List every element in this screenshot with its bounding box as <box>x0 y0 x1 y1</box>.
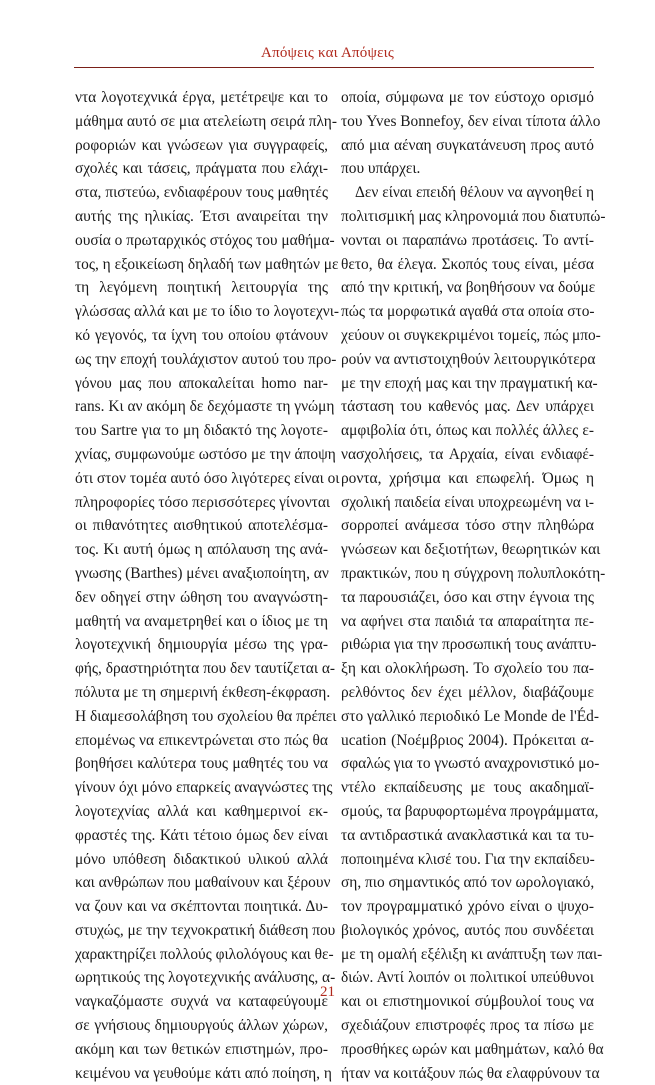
text-line: επομένως να επικεντρώνεται στο πώς θα <box>75 731 328 749</box>
text-line: χνίας, συμφωνούμε ωστόσο με την άποψη <box>75 445 336 463</box>
text-line: χαρακτηρίζει πολλούς φιλολόγους και θε- <box>75 945 334 963</box>
text-line: ση, πιο σημαντικός από τον ωρολογιακό, <box>341 874 595 892</box>
text-line: λογοτεχνίας αλλά και καθημερινοί εκ- <box>75 802 328 820</box>
text-line: αμφιβολία ότι, όπως και πολλές άλλες ε- <box>341 422 594 440</box>
text-line: γνωσης (Barthes) μένει αναξιοποίητη, αν <box>75 564 329 582</box>
text-line: ως την εποχή τουλάχιστον αυτού του προ- <box>75 350 337 368</box>
text-line: ροφοριών και γνώσεων για συγγραφείς, <box>75 136 328 154</box>
text-line: ήταν να κοιτάξουν πώς θα ελαφρύνουν τα <box>341 1064 600 1082</box>
running-head: Απόψεις και Απόψεις <box>261 45 394 61</box>
text-line: γνώσεων και δεξιοτήτων, θεωρητικών και <box>341 541 601 559</box>
text-line: σχεδιάζουν επιστροφές προς τα πίσω με <box>341 1017 594 1035</box>
text-line: να αφήνει στα παιδιά τα απαραίτητα πε- <box>341 612 594 630</box>
text-line: στα, πιστεύω, ενδιαφέρουν τους μαθητές <box>75 184 328 202</box>
text-line: ντέλο εκπαίδευσης με τους ακαδημαϊ- <box>341 779 594 797</box>
text-line: κό γεγονός, τα ίχνη του οποίου φτάνουν <box>75 326 328 344</box>
text-line: Η διαμεσολάβηση του σχολείου θα πρέπει <box>75 707 337 725</box>
text-line: και οι επιστημονικοί σύμβουλοί τους να <box>341 993 594 1011</box>
text-line: τάσταση του καθενός μας. Δεν υπάρχει <box>341 398 594 416</box>
text-line: σχολές και τάσεις, πράγματα που ελάχι- <box>75 160 328 178</box>
text-line: σφαλώς για το γνωστό αναχρονιστικό μο- <box>341 755 600 773</box>
text-line: προσθήκες ωρών και μαθημάτων, καλό θα <box>341 1040 604 1058</box>
text-line: ντα λογοτεχνικά έργα, μετέτρεψε και το <box>75 89 328 106</box>
text-line: που υπάρχει. <box>341 160 421 178</box>
text-line: μόνο υπόθεση διδακτικού υλικού αλλά <box>75 850 328 868</box>
text-line: πληροφορίες τόσο περισσότερες γίνονται <box>75 493 331 511</box>
text-line: με την εποχή μας και την πραγματική κα- <box>341 374 598 392</box>
text-line: από μια αέναη συγκατάνευση προς αυτό <box>341 136 594 154</box>
text-line: ποποιημένα κλισέ του. Για την εκπαίδευ- <box>341 850 595 868</box>
text-line: φραστές της. Κάτι τέτοιο όμως δεν είναι <box>75 826 328 844</box>
text-line: αυτής της ηλικίας. Έτσι αναιρείται την <box>75 207 328 225</box>
text-line: βιολογικός χρόνος, αυτός που συνδέεται <box>341 921 594 939</box>
text-line: τα αντιδραστικά ανακλαστικά και τα τυ- <box>341 826 594 844</box>
text-line: τα παρουσιάζει, όσο και στην έγνοια της <box>341 588 594 606</box>
text-line: γλώσσας αλλά και με το ίδιο το λογοτεχνι- <box>75 303 340 321</box>
text-line: σε γνήσιους δημιουργούς άλλων χώρων, <box>75 1017 328 1035</box>
text-line: μαθητή να αναμετρηθεί και ο ίδιος με τη <box>75 612 328 630</box>
text-line: να ζουν και να σκέπτονται ποιητικά. Δυ- <box>75 898 328 916</box>
text-line: ρελθόντος δεν έχει μέλλον, διαβάζουμε <box>341 683 594 701</box>
text-line: τη λεγόμενη ποιητική λειτουργία της <box>75 279 328 297</box>
text-line: δεν οδηγεί στην ώθηση του αναγνώστη- <box>75 588 328 606</box>
text-line: θετο, θα έλεγα. Σκοπός τους είναι, μέσα <box>341 255 594 273</box>
text-line: γίνουν όχι μόνο επαρκείς αναγνώστες της <box>75 779 333 797</box>
text-line: σμούς, τα βαρυφορτωμένα προγράμματα, <box>341 802 599 820</box>
text-line: λογοτεχνική δημιουργία μέσω της γρα- <box>75 636 328 654</box>
text-line: στο γαλλικό περιοδικό Le Monde de l'Éd- <box>341 707 600 725</box>
text-line: Δεν είναι επειδή θέλουν να αγνοηθεί η <box>355 184 594 202</box>
text-line: διών. Αντί λοιπόν οι πολιτικοί υπεύθυνοι <box>341 969 594 987</box>
text-line: νασχολήσεις, τα Αρχαία, είναι ενδιαφέ- <box>341 445 594 463</box>
text-line: τος. Κι αυτή όμως η απόλαυση της ανά- <box>75 541 328 559</box>
text-line: ότι στον τομέα αυτό όσο λιγότερες είναι οι <box>75 469 340 487</box>
text-line: γόνου μας που αποκαλείται homo nar- <box>75 374 328 392</box>
text-line: βοηθήσει καλύτερα τους μαθητές του να <box>75 755 328 773</box>
text-line: σχολική παιδεία είναι υποχρεωμένη να ι- <box>341 493 594 511</box>
text-line: ωρητικούς της λογοτεχνικής ανάλυσης, α- <box>75 969 336 987</box>
page-number: 21 <box>320 984 335 1000</box>
text-line: στυχώς, με την τεχνοκρατική διάθεση που <box>75 921 336 939</box>
text-line: πόλυτα με τη σημερινή έκθεση-έκφραση. <box>75 683 331 701</box>
text-line: χεύουν οι συγκεκριμένοι τομείς, πώς μπο- <box>341 326 601 344</box>
header-rule <box>74 67 594 68</box>
text-line: μάθημα αυτό σε μια ατελείωτη σειρά πλη- <box>75 112 337 130</box>
left-text-column <box>75 86 340 1085</box>
text-line: σορροπεί ανάμεσα τόσο στην πληθώρα <box>341 517 594 535</box>
text-line: οποία, σύμφωνα με τον εύστοχο ορισμό <box>341 89 594 106</box>
text-line: και ανθρώπων που μαθαίνουν και ξέρουν <box>75 874 331 892</box>
text-line: πώς τα μορφωτικά αγαθά στα οποία στο- <box>341 303 595 321</box>
text-line: πολιτισμική μας κληρονομιά που διατυπώ- <box>341 207 606 225</box>
text-line: πρακτικών, που η σύγχρονη πολυπλοκότη- <box>341 564 606 582</box>
text-line: με τη ομαλή εξέλιξη κι ανάπτυξη των παι- <box>341 945 603 963</box>
text-line: φής, δραστηριότητα που δεν ταυτίζεται α- <box>75 660 336 678</box>
text-line: ucation (Νοέμβριος 2004). Πρόκειται α- <box>341 731 594 749</box>
text-line: ριθώρια για την προσωπική τους ανάπτυ- <box>341 636 597 654</box>
text-line: κειμένου να γευθούμε κάτι από ποίηση, η <box>75 1064 332 1082</box>
text-line: τον προγραμματικό χρόνο είναι ο ψυχο- <box>341 898 594 916</box>
text-line: του Yves Bonnefoy, δεν είναι τίποτα άλλο <box>341 112 601 130</box>
text-line: ροντα, χρήσιμα και επωφελή. Όμως η <box>341 469 594 487</box>
text-line: ναγκαζόμαστε συχνά να καταφεύγουμε <box>75 993 328 1011</box>
text-line: rans. Κι αν ακόμη δε δεχόμαστε τη γνώμη <box>75 398 335 416</box>
text-line: οι πιθανότητες αισθητικού αποτελέσμα- <box>75 517 328 535</box>
text-line: τος, η εξοικείωση δηλαδή των μαθητών με <box>75 255 339 273</box>
text-line: ουσία ο πρωταρχικός στόχος του μαθήμα- <box>75 231 335 249</box>
text-line: ακόμη και των θετικών επιστημών, προ- <box>75 1040 328 1058</box>
text-line: ξη και ολοκλήρωση. Το σχολείο του πα- <box>341 660 594 678</box>
text-line: του Sartre για το μη διδακτό της λογοτε- <box>75 422 328 440</box>
text-line: νονται οι παραπάνω προτάσεις. Το αντί- <box>341 231 594 249</box>
text-line: από την κριτική, να βοηθήσουν να δούμε <box>341 279 596 297</box>
right-text-column <box>341 86 606 1085</box>
text-line: ρούν να αντιστοιχηθούν λειτουργικότερα <box>341 350 596 368</box>
